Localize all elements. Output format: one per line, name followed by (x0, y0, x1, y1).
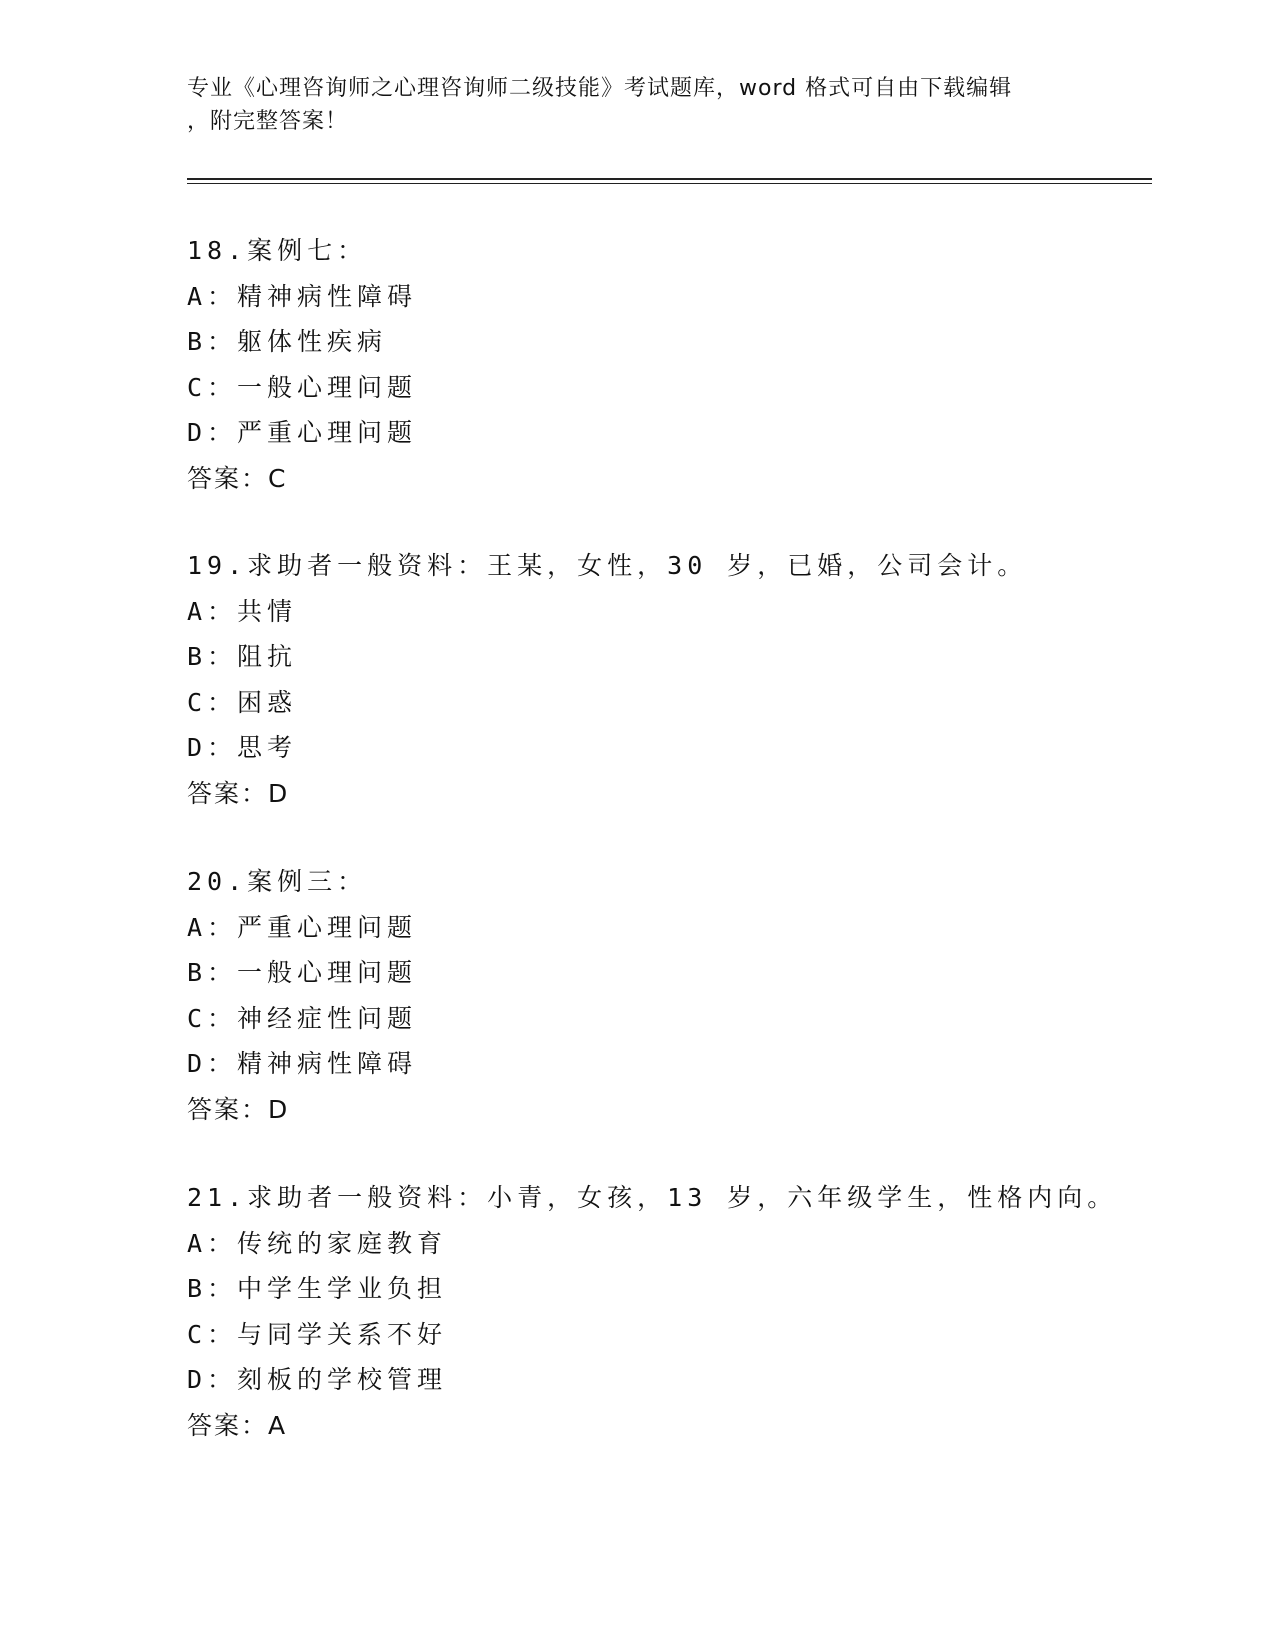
question-stem: 19.求助者一般资料：王某，女性，30 岁，已婚，公司会计。 (187, 551, 1028, 580)
answer-line: 答案：D (187, 778, 290, 808)
question-18 (187, 228, 1147, 501)
option-c: C：一般心理问题 (187, 372, 418, 402)
option-a: A：共情 (187, 596, 298, 626)
header-divider-thick (187, 178, 1152, 180)
option-b: B：阻抗 (187, 642, 298, 671)
document-header (187, 72, 1087, 138)
question-21 (187, 1175, 1147, 1448)
option-b: B：躯体性疾病 (187, 327, 388, 356)
option-c: C：与同学关系不好 (187, 1319, 448, 1349)
option-b: B：中学生学业负担 (187, 1274, 448, 1303)
option-a: A：传统的家庭教育 (187, 1228, 448, 1258)
header-line-1: 专业《心理咨询师之心理咨询师二级技能》考试题库，word 格式可自由下载编辑 (187, 76, 1013, 101)
option-b: B：一般心理问题 (187, 958, 418, 987)
question-stem: 20.案例三： (187, 867, 368, 896)
answer-line: 答案：C (187, 463, 288, 493)
option-d: D：刻板的学校管理 (187, 1365, 448, 1394)
option-d: D：思考 (187, 733, 298, 762)
question-stem: 21.求助者一般资料：小青，女孩，13 岁，六年级学生，性格内向。 (187, 1183, 1118, 1212)
option-c: C：困惑 (187, 687, 298, 717)
option-d: D：精神病性障碍 (187, 1049, 418, 1078)
option-c: C：神经症性问题 (187, 1003, 418, 1033)
header-line-2: ，附完整答案！ (187, 109, 349, 134)
header-divider-thin (187, 183, 1152, 184)
option-d: D：严重心理问题 (187, 418, 418, 447)
answer-line: 答案：D (187, 1094, 290, 1124)
answer-line: 答案：A (187, 1410, 288, 1440)
question-20 (187, 859, 1147, 1132)
option-a: A：精神病性障碍 (187, 281, 418, 311)
option-a: A：严重心理问题 (187, 912, 418, 942)
question-19 (187, 543, 1147, 816)
question-stem: 18.案例七： (187, 236, 368, 265)
